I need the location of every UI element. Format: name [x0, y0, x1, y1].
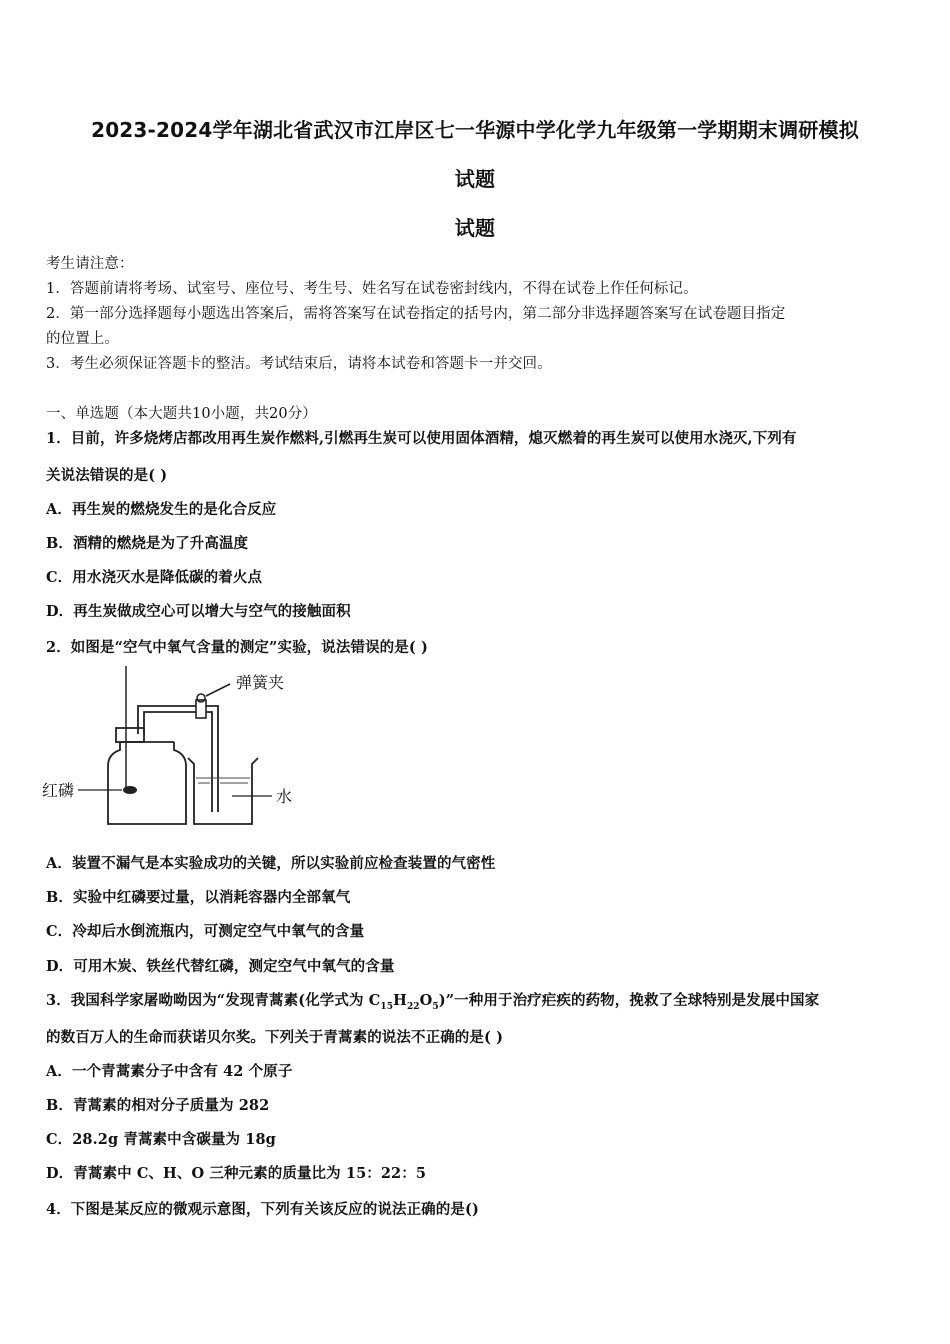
exam-title-line2: 试题 — [454, 167, 496, 191]
q3-option-c: C．28.2g 青蒿素中含碳量为 18g — [46, 1131, 276, 1148]
label-clamp: 弹簧夹 — [236, 673, 285, 692]
q1-stem: 1．目前，许多烧烤店都改用再生炭作燃料,引燃再生炭可以使用固体酒精，熄灭燃着的再生炭可以使用水浇灭,下列有 — [46, 430, 797, 447]
q2-option-d: D．可用木炭、铁丝代替红磷，测定空气中氧气的含量 — [46, 958, 395, 975]
q2-option-b: B．实验中红磷要过量，以消耗容器内全部氧气 — [46, 889, 351, 906]
q2-option-c: C．冷却后水倒流瓶内，可测定空气中氧气的含量 — [46, 923, 365, 940]
notice-item: 2．第一部分选择题每小题选出答案后，需将答案写在试卷指定的括号内，第二部分非选择题答案写在试卷题目指定 — [46, 306, 786, 322]
q1-option-b: B．酒精的燃烧是为了升高温度 — [46, 535, 249, 552]
apparatus-diagram — [40, 662, 310, 832]
spring-clamp — [196, 684, 230, 718]
glass-tube — [138, 706, 218, 812]
phosphorus-spoon — [123, 786, 137, 794]
q2-stem: 2．如图是“空气中氧气含量的测定”实验，说法错误的是( ) — [46, 639, 428, 656]
q3-option-d: D．青蒿素中 C、H、O 三种元素的质量比为 15：22：5 — [46, 1165, 427, 1182]
q4-stem: 4．下图是某反应的微观示意图，下列有关该反应的说法正确的是() — [46, 1201, 479, 1218]
notice-item: 1．答题前请将考场、试室号、座位号、考生号、姓名写在试卷密封线内，不得在试卷上作任何标记。 — [46, 281, 698, 297]
notice-item: 3．考生必须保证答题卡的整洁。考试结束后，请将本试卷和答题卡一并交回。 — [46, 356, 552, 372]
exam-title-line1: 2023-2024学年湖北省武汉市江岸区七一华源中学化学九年级第一学期期末调研模拟 — [91, 118, 859, 142]
bottle — [108, 728, 186, 824]
water-surface — [196, 778, 250, 783]
label-water: 水 — [276, 787, 293, 806]
exam-title-line3: 试题 — [454, 216, 496, 240]
q3-stem: 的数百万人的生命而获诺贝尔奖。下列关于青蒿素的说法不正确的是( ) — [46, 1029, 504, 1046]
q3-option-a: A．一个青蒿素分子中含有 42 个原子 — [46, 1063, 293, 1080]
q2-option-a: A．装置不漏气是本实验成功的关键，所以实验前应检查装置的气密性 — [46, 855, 496, 872]
q3-stem: 3．我国科学家屠呦呦因为“发现青蒿素(化学式为 $C_{15}H_{22}O_5$)”一种用于治疗疟疾的药物，挽救了全球特别是发展中国家 — [46, 992, 820, 1012]
label-phosphorus: 红磷 — [42, 781, 75, 800]
beaker — [188, 758, 258, 824]
q3-option-b: B．青蒿素的相对分子质量为 282 — [46, 1097, 270, 1114]
q1-option-a: A．再生炭的燃烧发生的是化合反应 — [46, 501, 277, 518]
notice-item: 的位置上。 — [46, 331, 119, 347]
q1-option-c: C．用水浇灭水是降低碳的着火点 — [46, 569, 263, 586]
q1-stem: 关说法错误的是( ) — [46, 467, 168, 484]
q1-option-d: D．再生炭做成空心可以增大与空气的接触面积 — [46, 603, 351, 620]
notice-heading: 考生请注意： — [46, 256, 134, 272]
section-heading: 一、单选题（本大题共10小题，共20分） — [46, 406, 317, 422]
